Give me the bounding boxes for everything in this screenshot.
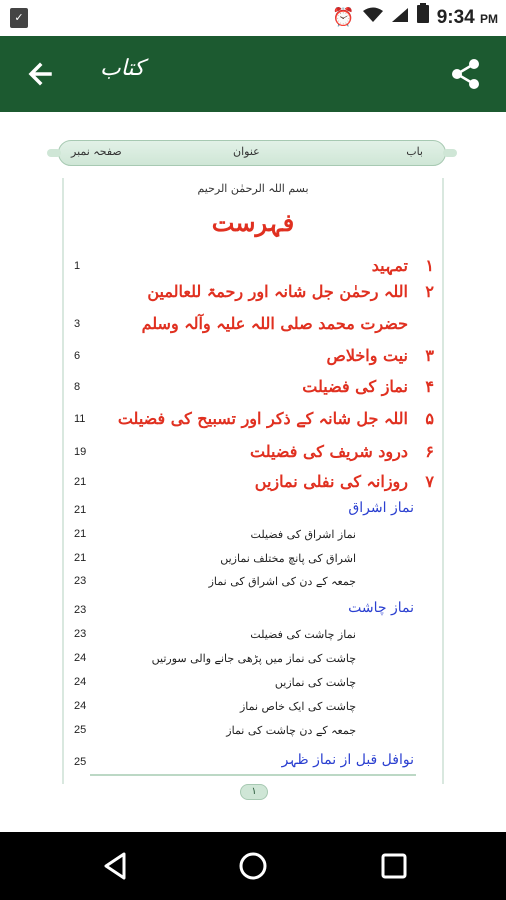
toc-row[interactable]: [0, 442, 506, 466]
toc-row[interactable]: [0, 552, 506, 576]
toc-title: نماز چاشت: [348, 600, 414, 616]
bismillah: بسم اللہ الرحمٰن الرحیم: [197, 182, 309, 195]
toc-title: جمعہ کے دن چاشت کی نماز: [226, 724, 356, 737]
toc-page-number: 21: [74, 528, 87, 540]
circle-home-icon: [235, 848, 271, 884]
toc-chapter-number: ۵: [425, 409, 434, 428]
toc-title: نماز چاشت کی فضیلت: [250, 628, 356, 641]
triangle-back-icon: [98, 848, 134, 884]
toc-title: نماز اشراق: [348, 500, 414, 516]
toc-row[interactable]: [0, 724, 506, 748]
toc-chapter-number: ۶: [425, 442, 434, 461]
toc-title: نماز کی فضیلت: [302, 377, 408, 396]
toc-page-number: 19: [74, 446, 87, 458]
toc-title: درود شریف کی فضیلت: [250, 442, 408, 461]
toc-title: تمہید: [371, 256, 408, 275]
back-button[interactable]: [22, 56, 58, 92]
toc-title: چاشت کی ایک خاص نماز: [239, 700, 356, 713]
toc-title: نماز اشراق کی فضیلت: [250, 528, 356, 541]
bottom-rule: [90, 774, 416, 776]
clock: 9:34 PM: [436, 7, 498, 28]
signal-icon: [391, 0, 409, 36]
toc-title: اللہ رحمٰن جل شانہ اور رحمۃ للعالمین: [147, 282, 408, 301]
toc-row[interactable]: [0, 528, 506, 552]
toc-page-number: 21: [74, 552, 87, 564]
toc-row[interactable]: [0, 256, 506, 280]
book-page[interactable]: [0, 112, 506, 832]
toc-page-number: 23: [74, 575, 87, 587]
toc-page-number: 8: [74, 381, 81, 393]
toc-row[interactable]: [0, 575, 506, 599]
toc-row[interactable]: [0, 346, 506, 370]
toc-row[interactable]: [0, 409, 506, 433]
nav-back-button[interactable]: [98, 848, 134, 884]
toc-title: اشراق کی پانچ مختلف نمازیں: [220, 552, 356, 565]
toc-page-number: 21: [74, 476, 87, 488]
toc-page-number: 6: [74, 350, 81, 362]
index-header: [58, 140, 446, 166]
app-title: کتاب: [100, 56, 145, 81]
arrow-back-icon: [22, 56, 58, 92]
toc-row[interactable]: [0, 472, 506, 496]
page-number: ۱: [240, 784, 268, 800]
square-recents-icon: [376, 848, 412, 884]
toc-title: نوافل قبل از نماز ظہر: [281, 752, 414, 768]
toc-chapter-number: ۴: [425, 377, 434, 396]
app-bar: [0, 36, 506, 112]
toc-chapter-number: ۷: [425, 472, 434, 491]
battery-icon: [417, 0, 429, 36]
toc-row[interactable]: [0, 752, 506, 776]
toc-row[interactable]: [0, 282, 506, 306]
header-title: عنوان: [233, 145, 260, 158]
share-button[interactable]: [448, 56, 484, 92]
alarm-icon: ⏰: [332, 7, 355, 28]
header-page: صفحہ نمبر: [71, 145, 122, 158]
wifi-icon: [363, 0, 383, 36]
toc-chapter-number: ۳: [425, 346, 434, 365]
toc-page-number: 25: [74, 756, 87, 768]
toc-page-number: 11: [74, 413, 86, 425]
toc-row[interactable]: [0, 600, 506, 624]
toc-title: جمعہ کے دن کی اشراق کی نماز: [208, 575, 356, 588]
toc-title: چاشت کی نمازیں: [274, 676, 356, 689]
navigation-bar: [0, 832, 506, 900]
nav-recents-button[interactable]: [376, 848, 412, 884]
toc-row[interactable]: [0, 676, 506, 700]
toc-page-number: 3: [74, 318, 81, 330]
toc-title: نیت واخلاص: [326, 346, 408, 365]
toc-title: حضرت محمد صلی اللہ علیہ وآلہ وسلم: [141, 314, 408, 333]
notification-icon: ✓: [10, 8, 28, 28]
toc-row[interactable]: [0, 377, 506, 401]
toc-title: اللہ جل شانہ کے ذکر اور تسبیح کی فضیلت: [117, 409, 408, 428]
nav-home-button[interactable]: [235, 848, 271, 884]
toc-title: چاشت کی نماز میں پڑھی جانے والی سورتیں: [151, 652, 356, 665]
toc-row[interactable]: [0, 628, 506, 652]
toc-chapter-number: ۱: [425, 256, 434, 275]
toc-page-number: 23: [74, 628, 87, 640]
toc-row[interactable]: [0, 652, 506, 676]
page-title: فہرست: [211, 208, 295, 237]
toc-page-number: 21: [74, 504, 87, 516]
toc-page-number: 1: [74, 260, 81, 272]
toc-page-number: 24: [74, 700, 87, 712]
status-bar: [0, 0, 506, 36]
toc-page-number: 23: [74, 604, 87, 616]
header-chapter: باب: [406, 145, 423, 158]
toc-chapter-number: ۲: [425, 282, 434, 301]
toc-page-number: 25: [74, 724, 87, 736]
toc-row[interactable]: [0, 700, 506, 724]
toc-page-number: 24: [74, 676, 87, 688]
toc-row[interactable]: [0, 500, 506, 524]
share-icon: [448, 56, 484, 92]
toc-title: روزانہ کی نفلی نمازیں: [254, 472, 408, 491]
toc-row[interactable]: [0, 314, 506, 338]
toc-page-number: 24: [74, 652, 87, 664]
